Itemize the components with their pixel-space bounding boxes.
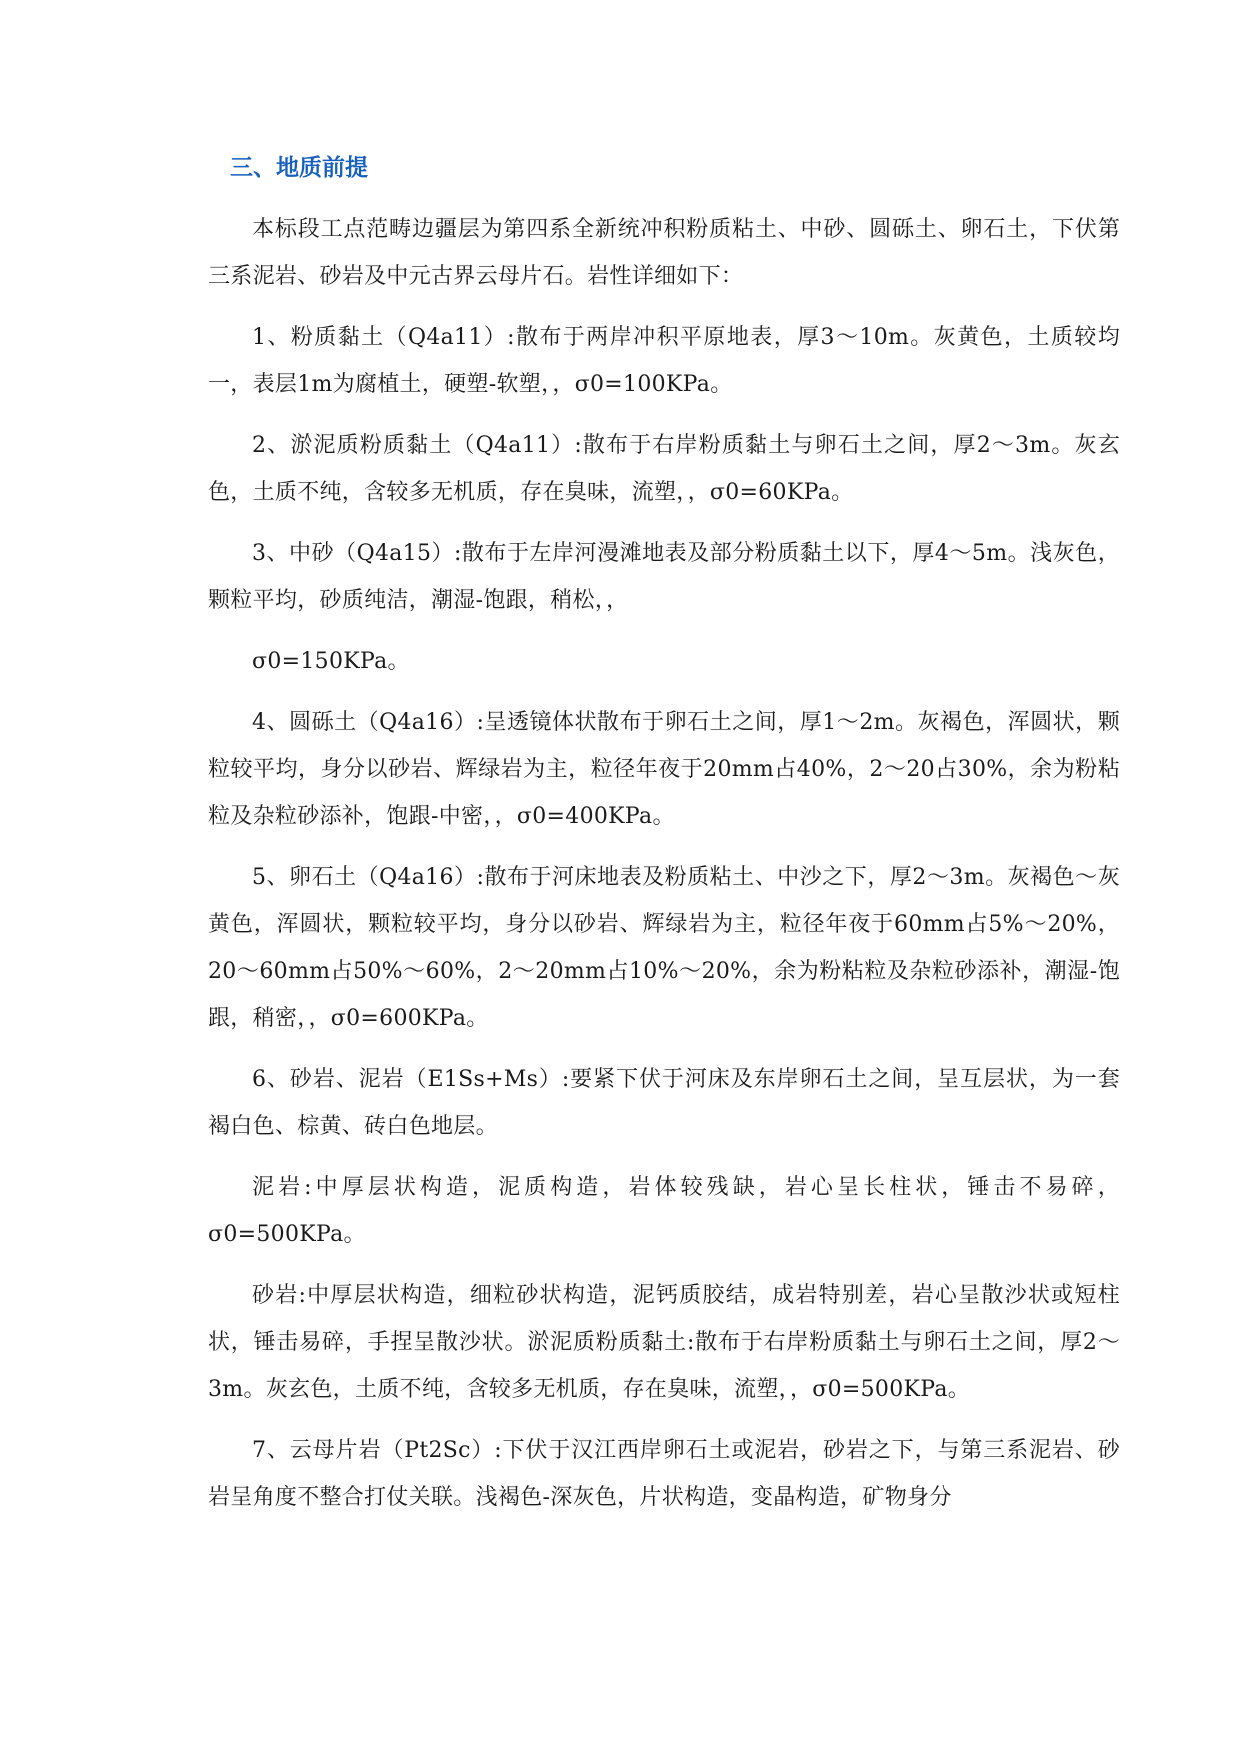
paragraph-sandstone: 砂岩:中厚层状构造，细粒砂状构造，泥钙质胶结，成岩特别差，岩心呈散沙状或短柱状，锤击易碎，手捏呈散沙状。淤泥质粉质黏土:散布于右岸粉质黏土与卵石土之间，厚2～3m。灰玄色，土质不纯，含较多无机质，存在臭味，流塑，，σ0=500KPa。 xyxy=(208,1283,1120,1402)
section-heading: 三、地质前提 xyxy=(230,155,368,181)
paragraph-mucky-silty-clay: 2、淤泥质粉质黏土（Q4a11）:散布于右岸粉质黏土与卵石土之间，厚2～3m。灰玄色，土质不纯，含较多无机质，存在臭味，流塑，，σ0=60KPa。 xyxy=(208,433,1120,505)
paragraph-mica-schist: 7、云母片岩（Pt2Sc）:下伏于汉江西岸卵石土或泥岩，砂岩之下，与第三系泥岩、砂岩呈角度不整合打仗关联。浅褐色-深灰色，片状构造，变晶构造，矿物身分 xyxy=(208,1438,1120,1510)
paragraph-silty-clay: 1、粉质黏土（Q4a11）:散布于两岸冲积平原地表，厚3～10m。灰黄色，土质较均一，表层1m为腐植土，硬塑-软塑，，σ0=100KPa。 xyxy=(208,325,1120,397)
paragraph-pebble-soil: 5、卵石土（Q4a16）:散布于河床地表及粉质粘土、中沙之下，厚2～3m。灰褐色～灰黄色，浑圆状，颗粒较平均，身分以砂岩、辉绿岩为主，粒径年夜于60mm占5%～20%，20～60mm占50%～60%，2～20mm占10%～20%，余为粉粘粒及杂粒砂添补，潮湿-饱跟，稍密，，σ0=600KPa。 xyxy=(208,865,1120,1031)
paragraph-round-gravel: 4、圆砾土（Q4a16）:呈透镜体状散布于卵石土之间，厚1～2m。灰褐色，浑圆状，颗粒较平均，身分以砂岩、辉绿岩为主，粒径年夜于20mm占40%，2～20占30%，余为粉粘粒及杂粒砂添补，饱跟-中密，，σ0=400KPa。 xyxy=(208,710,1120,829)
paragraph-sandstone-mudstone: 6、砂岩、泥岩（E1Ss+Ms）:要紧下伏于河床及东岸卵石土之间，呈互层状，为一套褐白色、棕黄、砖白色地层。 xyxy=(208,1067,1120,1139)
paragraph-medium-sand-bearing: σ0=150KPa。 xyxy=(252,649,410,674)
intro-paragraph: 本标段工点范畴边疆层为第四系全新统冲积粉质粘土、中砂、圆砾土、卵石土，下伏第三系泥岩、砂岩及中元古界云母片石。岩性详细如下： xyxy=(208,217,1120,289)
paragraph-mudstone: 泥岩:中厚层状构造，泥质构造，岩体较残缺，岩心呈长柱状，锤击不易碎，σ0=500KPa。 xyxy=(208,1175,1120,1247)
document-page xyxy=(208,150,1120,1535)
paragraph-medium-sand: 3、中砂（Q4a15）:散布于左岸河漫滩地表及部分粉质黏土以下，厚4～5m。浅灰色，颗粒平均，砂质纯洁，潮湿-饱跟，稍松，， xyxy=(208,541,1120,613)
